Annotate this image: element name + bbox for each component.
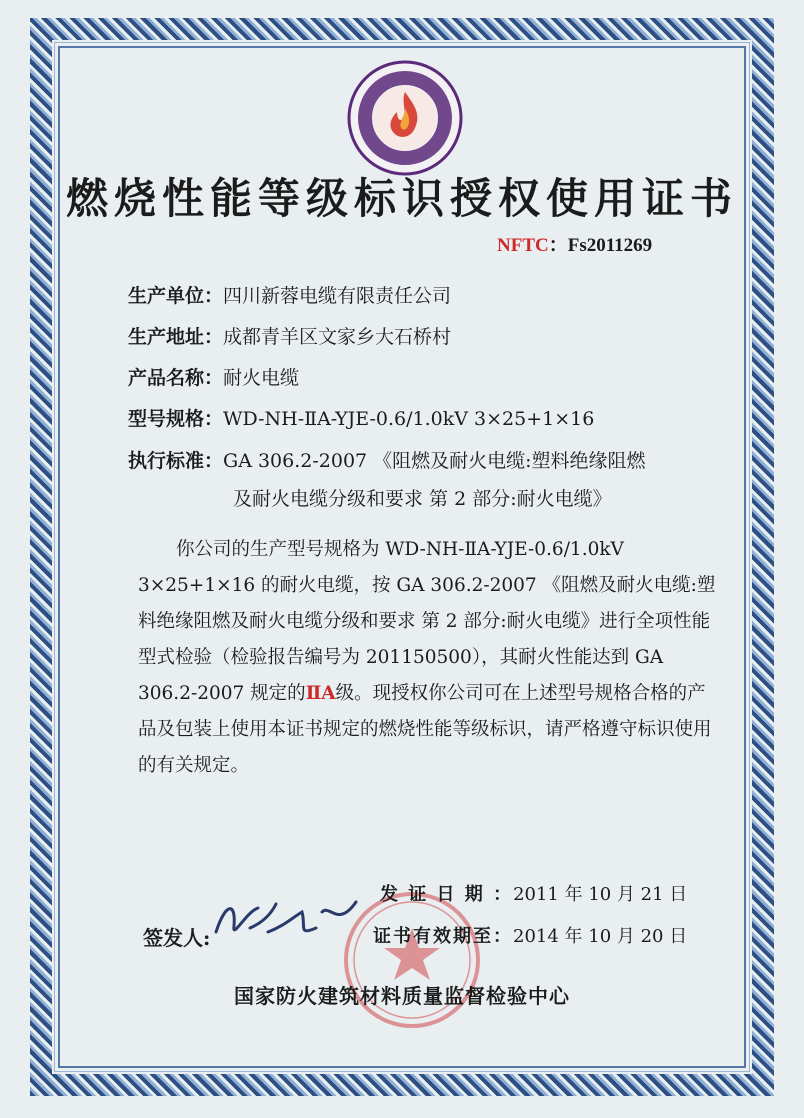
valid-until bbox=[373, 922, 687, 948]
issue-date bbox=[380, 880, 687, 906]
field-producer bbox=[128, 281, 451, 308]
flame-seal-icon bbox=[345, 58, 465, 178]
field-model bbox=[128, 404, 594, 431]
standard-label: 执行标准： bbox=[128, 450, 224, 472]
cert-no-label: NFTC bbox=[497, 235, 549, 256]
cert-no-value: ：Fs2011269 bbox=[548, 235, 653, 256]
field-standard bbox=[128, 446, 646, 473]
field-product bbox=[128, 363, 299, 390]
model-value: WD-NH-ⅡA-YJE-0.6/1.0kV 3×25+1×16 bbox=[223, 408, 595, 430]
certificate-title: 燃烧性能等级标识授权使用证书 bbox=[65, 174, 738, 223]
valid-until-label: 证书有效期至： bbox=[373, 926, 513, 947]
body-text-part1: 你公司的生产型号规格为 WD-NH-ⅡA-YJE-0.6/1.0kV 3×25+1×16 的耐火电缆，按 GA 306.2-2007 《阻燃及耐火电缆:塑料绝缘阻燃及耐火电缆分级和要求 第 2 部分:耐火电缆》进行全项性能型式检验（检验报告编号为 201150500），其耐火性能达到 GA 306.2-2007 规定的 bbox=[138, 539, 716, 704]
certificate-body bbox=[138, 532, 718, 784]
producer-label: 生产单位： bbox=[128, 285, 224, 307]
field-address bbox=[128, 322, 451, 349]
issue-date-label: 发 证 日 期 ： bbox=[380, 884, 514, 905]
valid-until-value: 2014 年 10 月 20 日 bbox=[513, 926, 688, 947]
standard-value: GA 306.2-2007 《阻燃及耐火电缆:塑料绝缘阻燃 bbox=[223, 450, 646, 472]
producer-value: 四川新蓉电缆有限责任公司 bbox=[223, 285, 452, 307]
grade-mark: ⅡA bbox=[305, 683, 336, 704]
standard-value-continued: 及耐火电缆分级和要求 第 2 部分:耐火电缆》 bbox=[233, 488, 612, 510]
model-label: 型号规格： bbox=[128, 408, 224, 430]
address-value: 成都青羊区文家乡大石桥村 bbox=[223, 326, 452, 348]
product-label: 产品名称： bbox=[128, 367, 224, 389]
address-label: 生产地址： bbox=[128, 326, 224, 348]
body-text-part2: 级。现授权你公司可在上述型号规格合格的产品及包装上使用本证书规定的燃烧性能等级标识，请严格遵守标识使用的有关规定。 bbox=[138, 683, 712, 776]
signer-label: 签发人: bbox=[143, 926, 211, 950]
issuing-authority: 国家防火建筑材料质量监督检验中心 bbox=[234, 984, 570, 1008]
handwritten-signature bbox=[206, 882, 366, 952]
issue-date-value: 2011 年 10 月 21 日 bbox=[513, 884, 688, 905]
product-value: 耐火电缆 bbox=[223, 367, 300, 389]
certificate-number bbox=[497, 230, 652, 257]
